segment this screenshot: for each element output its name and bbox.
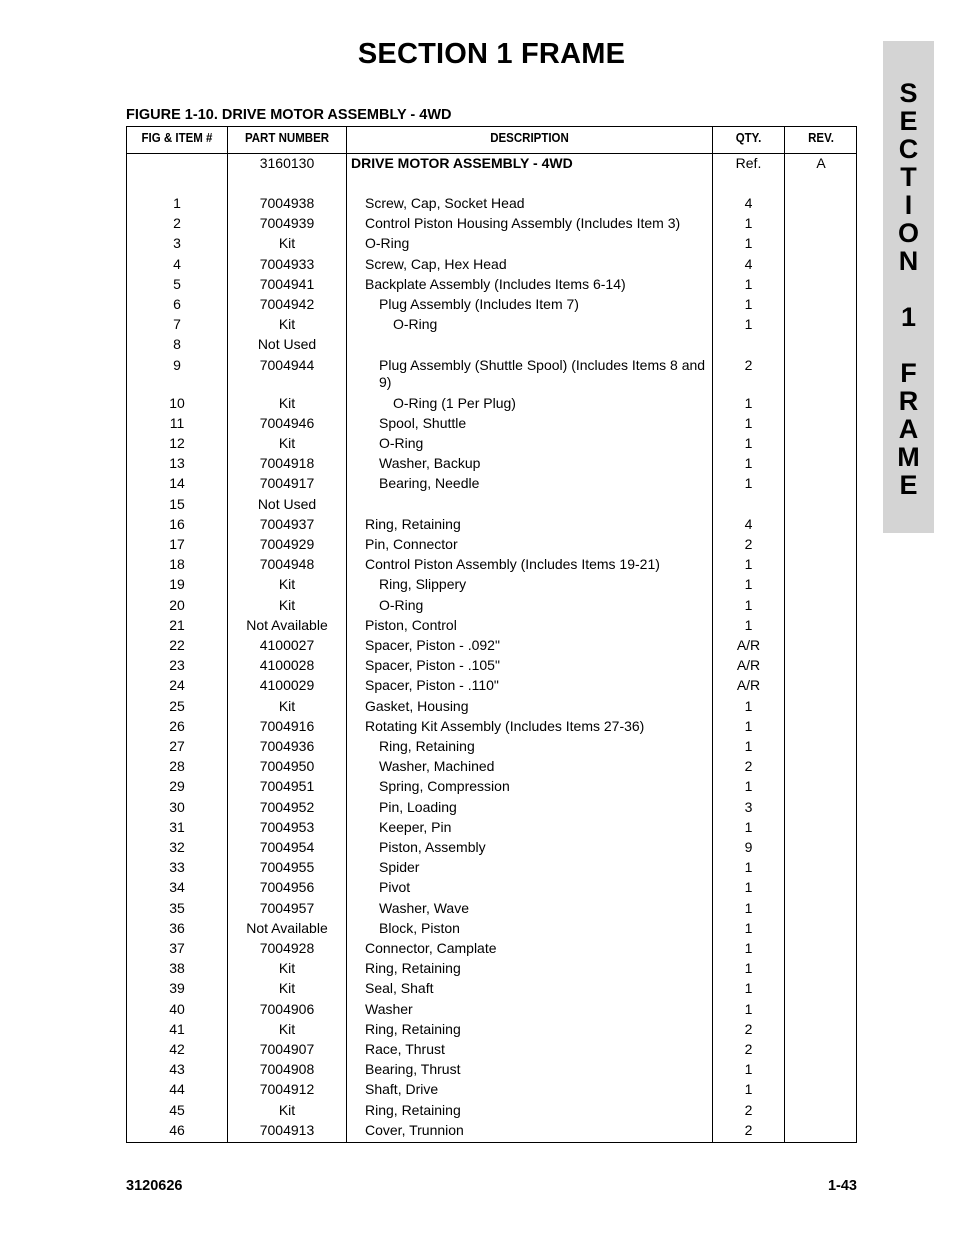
- cell-part-number: 7004908: [259, 1061, 315, 1078]
- cell-fig-item: 38: [169, 960, 185, 977]
- table-row: [127, 256, 858, 276]
- cell-qty: 1: [744, 940, 753, 956]
- cell-part-number: 7004906: [259, 1000, 315, 1017]
- cell-description: Plug Assembly (Includes Item 7): [379, 296, 579, 312]
- cell-fig-item: 6: [173, 296, 181, 312]
- cell-part-number: Not Used: [257, 495, 317, 512]
- table-row: [127, 799, 858, 819]
- cell-qty: 1: [744, 296, 753, 312]
- table-row: [127, 677, 858, 697]
- cell-description: Cover, Trunnion: [365, 1121, 464, 1138]
- table-row: [127, 637, 858, 657]
- table-row: [127, 758, 858, 778]
- table-row: [127, 415, 858, 435]
- cell-description: Backplate Assembly (Includes Items 6-14): [365, 275, 626, 292]
- table-row: [127, 1102, 858, 1122]
- cell-fig-item: 14: [169, 475, 185, 492]
- figure-title: FIGURE 1-10. DRIVE MOTOR ASSEMBLY - 4WD: [126, 107, 452, 123]
- cell-description: Pin, Loading: [379, 798, 457, 815]
- cell-description: Pin, Connector: [365, 536, 458, 552]
- cell-qty: 1: [744, 859, 753, 876]
- cell-fig-item: 19: [169, 576, 185, 593]
- table-row: [127, 1122, 858, 1142]
- cell-fig-item: 3: [173, 235, 181, 252]
- cell-description: Block, Piston: [379, 919, 460, 936]
- cell-part-number: 7004907: [259, 1041, 315, 1057]
- cell-qty: 1: [744, 556, 753, 573]
- table-row: [127, 698, 858, 718]
- cell-part-number: 4100027: [259, 637, 315, 653]
- cell-part-number: 7004951: [259, 778, 315, 795]
- cell-description: Washer, Wave: [379, 899, 469, 916]
- cell-description: Spacer, Piston - .105": [365, 657, 500, 674]
- table-row: [127, 738, 858, 758]
- cell-qty: A/R: [736, 637, 761, 653]
- cell-qty: 1: [744, 1000, 753, 1017]
- side-tab-letter: M: [897, 442, 920, 472]
- cell-description: Ring, Retaining: [365, 515, 461, 532]
- cell-qty: 2: [744, 1101, 753, 1118]
- table-row: [127, 516, 858, 536]
- cell-fig-item: 44: [169, 1081, 185, 1098]
- cell-qty: 1: [744, 899, 753, 916]
- cell-description: Seal, Shaft: [365, 980, 434, 997]
- cell-part-number: Kit: [278, 960, 296, 977]
- cell-qty: 1: [744, 596, 753, 613]
- cell-fig-item: 15: [169, 495, 185, 512]
- cell-qty: 1: [744, 576, 753, 593]
- cell-fig-item: 16: [169, 515, 185, 532]
- table-row: [127, 980, 858, 1000]
- cell-fig-item: 18: [169, 556, 185, 573]
- cell-description: Screw, Cap, Socket Head: [365, 195, 525, 211]
- cell-part-number: Kit: [278, 316, 296, 333]
- cell-qty: 1: [744, 960, 753, 977]
- cell-qty: 1: [744, 616, 753, 633]
- cell-fig-item: 34: [169, 879, 185, 896]
- cell-fig-item: 23: [169, 657, 185, 674]
- cell-fig-item: 43: [169, 1061, 185, 1078]
- cell-part-number: 7004952: [259, 798, 315, 815]
- cell-qty: 4: [744, 515, 753, 532]
- cell-part-number: 7004912: [259, 1081, 315, 1098]
- cell-qty: 1: [744, 414, 753, 431]
- cell-fig-item: 22: [169, 637, 185, 653]
- cell-qty: 1: [744, 475, 753, 492]
- side-tab-letter: E: [899, 106, 918, 136]
- cell-description: Piston, Assembly: [379, 839, 486, 855]
- table-row: [127, 819, 858, 839]
- table-row: [127, 1041, 858, 1061]
- header-part-number: PART NUMBER: [244, 131, 330, 145]
- cell-fig-item: 46: [169, 1121, 185, 1138]
- cell-qty: 1: [744, 275, 753, 292]
- cell-fig-item: 8: [173, 336, 181, 353]
- cell-description: O-Ring (1 Per Plug): [393, 394, 516, 411]
- cell-part-number: 7004944: [259, 356, 315, 373]
- cell-part-number: 7004956: [259, 879, 315, 896]
- table-row: [127, 215, 858, 235]
- cell-qty: 1: [744, 394, 753, 411]
- cell-part-number: 7004954: [259, 839, 315, 855]
- cell-description: Shaft, Drive: [365, 1081, 439, 1098]
- table-row: [127, 597, 858, 617]
- cell-qty: 1: [744, 919, 753, 936]
- header-fig-item: FIG & ITEM #: [141, 131, 213, 145]
- cell-fig-item: 33: [169, 859, 185, 876]
- cell-fig-item: 13: [169, 455, 185, 472]
- cell-fig-item: 9: [173, 356, 181, 373]
- table-row: [127, 940, 858, 960]
- cell-qty: 2: [744, 1041, 753, 1057]
- cell-part-number: 7004938: [259, 195, 315, 211]
- table-row: [127, 1081, 858, 1101]
- cell-description: Rotating Kit Assembly (Includes Items 27-36): [365, 717, 645, 734]
- cell-description: Bearing, Thrust: [365, 1061, 461, 1078]
- cell-part-number: Not Used: [257, 336, 317, 353]
- cell-qty: 1: [744, 316, 753, 333]
- cell-part-number: 7004937: [259, 515, 315, 532]
- table-row: [127, 455, 858, 475]
- cell-description: Spring, Compression: [379, 778, 510, 795]
- cell-part-number: 7004955: [259, 859, 315, 876]
- cell-part-number: 7004948: [259, 556, 315, 573]
- cell-qty: 1: [744, 697, 753, 714]
- table-row: [127, 839, 858, 859]
- cell-fig-item: 10: [169, 394, 185, 411]
- cell-description: O-Ring: [379, 596, 424, 613]
- cell-part-number: 4100029: [259, 677, 315, 694]
- cell-qty: A/R: [736, 677, 761, 694]
- table-row: [127, 657, 858, 677]
- cell-rev: A: [816, 155, 826, 171]
- cell-description: Pivot: [379, 879, 411, 896]
- table-row: [127, 576, 858, 596]
- side-tab-letter: I: [904, 190, 913, 220]
- cell-part-number: 7004957: [259, 899, 315, 916]
- document-number: 3120626: [126, 1178, 183, 1194]
- cell-part-number: Kit: [278, 980, 296, 997]
- cell-qty: 4: [744, 255, 753, 272]
- cell-part-number: 3160130: [259, 155, 315, 171]
- cell-part-number: Kit: [278, 697, 296, 714]
- cell-description: O-Ring: [379, 435, 424, 451]
- cell-qty: 1: [744, 818, 753, 835]
- header-divider: [127, 153, 856, 154]
- cell-part-number: 4100028: [259, 657, 315, 674]
- header-rev: REV.: [808, 131, 834, 145]
- side-tab-letter: R: [898, 386, 919, 416]
- table-row: [127, 435, 858, 455]
- cell-fig-item: 5: [173, 275, 181, 292]
- cell-fig-item: 41: [169, 1020, 185, 1037]
- side-tab-letter: C: [898, 134, 919, 164]
- cell-fig-item: 28: [169, 758, 185, 775]
- cell-qty: 2: [744, 356, 753, 373]
- cell-part-number: 7004936: [259, 738, 315, 754]
- cell-part-number: Kit: [278, 596, 296, 613]
- cell-qty: 1: [744, 455, 753, 472]
- cell-part-number: Not Available: [246, 616, 328, 633]
- cell-fig-item: 12: [169, 435, 185, 451]
- table-row: [127, 316, 858, 336]
- cell-description: Bearing, Needle: [379, 475, 480, 492]
- cell-part-number: 7004939: [259, 215, 315, 232]
- cell-description: O-Ring: [393, 316, 438, 333]
- cell-description: Washer, Backup: [379, 455, 481, 472]
- cell-qty: 2: [744, 1020, 753, 1037]
- cell-part-number: 7004917: [259, 475, 315, 492]
- cell-fig-item: 2: [173, 215, 181, 232]
- cell-description: Spider: [379, 859, 420, 876]
- cell-qty: 1: [744, 738, 753, 754]
- cell-description: Ring, Retaining: [379, 738, 475, 754]
- cell-description: Control Piston Housing Assembly (Includes Item 3): [365, 215, 681, 232]
- table-row: [127, 1021, 858, 1041]
- cell-part-number: 7004929: [259, 536, 315, 552]
- cell-fig-item: 11: [169, 414, 185, 431]
- cell-part-number: Not Available: [246, 919, 328, 936]
- side-tab-letters: [883, 79, 934, 499]
- table-row: [127, 336, 858, 356]
- cell-qty: 1: [744, 1081, 753, 1098]
- cell-qty: 1: [744, 235, 753, 252]
- table-row: [127, 276, 858, 296]
- cell-fig-item: 25: [169, 697, 185, 714]
- cell-part-number: 7004918: [259, 455, 315, 472]
- table-row: [127, 900, 858, 920]
- cell-part-number: Kit: [278, 1101, 296, 1118]
- side-tab-letter: A: [898, 414, 919, 444]
- cell-qty: A/R: [736, 657, 761, 674]
- cell-description: Screw, Cap, Hex Head: [365, 255, 507, 272]
- cell-part-number: 7004928: [259, 940, 315, 956]
- cell-qty: 3: [744, 798, 753, 815]
- side-tab-letter: [883, 331, 934, 359]
- cell-part-number: 7004916: [259, 717, 315, 734]
- cell-qty: 2: [744, 1121, 753, 1138]
- cell-fig-item: 45: [169, 1101, 185, 1118]
- cell-fig-item: 42: [169, 1041, 185, 1057]
- cell-fig-item: 40: [169, 1000, 185, 1017]
- cell-description: Spacer, Piston - .092": [365, 637, 500, 653]
- cell-description: Keeper, Pin: [379, 818, 452, 835]
- table-row: [127, 960, 858, 980]
- side-tab-letter: O: [897, 218, 919, 248]
- cell-part-number: 7004913: [259, 1121, 315, 1138]
- cell-qty: 1: [744, 980, 753, 997]
- cell-part-number: 7004942: [259, 296, 315, 312]
- section-side-tab: [883, 41, 934, 533]
- cell-part-number: 7004941: [259, 275, 315, 292]
- cell-qty: Ref.: [735, 155, 762, 171]
- cell-fig-item: 30: [169, 798, 185, 815]
- cell-fig-item: 35: [169, 899, 185, 916]
- cell-qty: 1: [744, 717, 753, 734]
- side-tab-letter: [883, 275, 934, 303]
- cell-fig-item: 20: [169, 596, 185, 613]
- cell-description: Washer, Machined: [379, 758, 495, 775]
- cell-part-number: 7004950: [259, 758, 315, 775]
- cell-description: Washer: [365, 1000, 413, 1017]
- cell-part-number: 7004946: [259, 414, 315, 431]
- cell-description: Connector, Camplate: [365, 940, 497, 956]
- table-row: [127, 879, 858, 899]
- cell-fig-item: 17: [169, 536, 185, 552]
- cell-part-number: Kit: [278, 576, 296, 593]
- header-qty: QTY.: [735, 131, 762, 145]
- table-row: [127, 1061, 858, 1081]
- table-row: [127, 235, 858, 255]
- cell-fig-item: 24: [169, 677, 185, 694]
- table-row: [127, 536, 858, 556]
- table-row: [127, 496, 858, 516]
- side-tab-letter: 1: [900, 302, 917, 332]
- page-number: 1-43: [827, 1178, 857, 1194]
- cell-description: Spacer, Piston - .110": [365, 677, 499, 694]
- cell-fig-item: 27: [169, 738, 185, 754]
- cell-qty: 1: [744, 215, 753, 232]
- table-row: [127, 859, 858, 879]
- table-row: [127, 617, 858, 637]
- table-row: [127, 155, 858, 175]
- cell-fig-item: 1: [173, 195, 181, 211]
- cell-description: Ring, Slippery: [379, 576, 467, 593]
- table-row: [127, 195, 858, 215]
- table-row: [127, 1001, 858, 1021]
- parts-table: [126, 126, 857, 1143]
- cell-qty: 9: [744, 839, 753, 855]
- cell-qty: 1: [744, 1061, 753, 1078]
- table-row: [127, 778, 858, 798]
- cell-description: Ring, Retaining: [365, 1020, 461, 1037]
- cell-part-number: Kit: [278, 1020, 296, 1037]
- cell-fig-item: 32: [169, 839, 185, 855]
- side-tab-letter: T: [900, 162, 917, 192]
- header-description: DESCRIPTION: [490, 131, 569, 145]
- cell-fig-item: 37: [169, 940, 185, 956]
- cell-description: Ring, Retaining: [365, 1101, 461, 1118]
- cell-part-number: 7004933: [259, 255, 315, 272]
- cell-fig-item: 7: [173, 316, 181, 333]
- cell-fig-item: 21: [169, 616, 185, 633]
- cell-fig-item: 39: [169, 980, 185, 997]
- cell-qty: 1: [744, 778, 753, 795]
- cell-description: DRIVE MOTOR ASSEMBLY - 4WD: [351, 155, 573, 171]
- cell-fig-item: 26: [169, 717, 185, 734]
- cell-description: Ring, Retaining: [365, 960, 461, 977]
- table-row: [127, 718, 858, 738]
- cell-qty: 1: [744, 435, 753, 451]
- cell-fig-item: 4: [173, 255, 181, 272]
- side-tab-letter: N: [898, 246, 919, 276]
- cell-description: Piston, Control: [365, 616, 457, 633]
- cell-part-number: 7004953: [259, 818, 315, 835]
- table-row: [127, 296, 858, 316]
- cell-description: Gasket, Housing: [365, 697, 469, 714]
- table-row: [127, 556, 858, 576]
- side-tab-letter: S: [899, 78, 918, 108]
- cell-part-number: Kit: [278, 435, 296, 451]
- cell-description: Race, Thrust: [365, 1041, 445, 1057]
- table-row: [127, 920, 858, 940]
- cell-qty: 1: [744, 879, 753, 896]
- cell-qty: 4: [744, 195, 753, 211]
- cell-description: Control Piston Assembly (Includes Items 19-21): [365, 556, 660, 573]
- cell-description: Plug Assembly (Shuttle Spool) (Includes Items 8 and 9): [379, 356, 706, 390]
- side-tab-letter: F: [900, 358, 917, 388]
- cell-fig-item: 29: [169, 778, 185, 795]
- cell-fig-item: 36: [169, 919, 185, 936]
- table-row: [127, 475, 858, 495]
- cell-description: O-Ring: [365, 235, 410, 252]
- cell-fig-item: 31: [169, 818, 185, 835]
- cell-part-number: Kit: [278, 235, 296, 252]
- cell-part-number: Kit: [278, 394, 296, 411]
- cell-qty: 2: [744, 758, 753, 775]
- cell-qty: 2: [744, 536, 753, 552]
- side-tab-letter: E: [899, 470, 918, 500]
- table-row: [127, 356, 858, 390]
- page-title: SECTION 1 FRAME: [357, 38, 626, 70]
- cell-description: Spool, Shuttle: [379, 414, 467, 431]
- table-row: [127, 395, 858, 415]
